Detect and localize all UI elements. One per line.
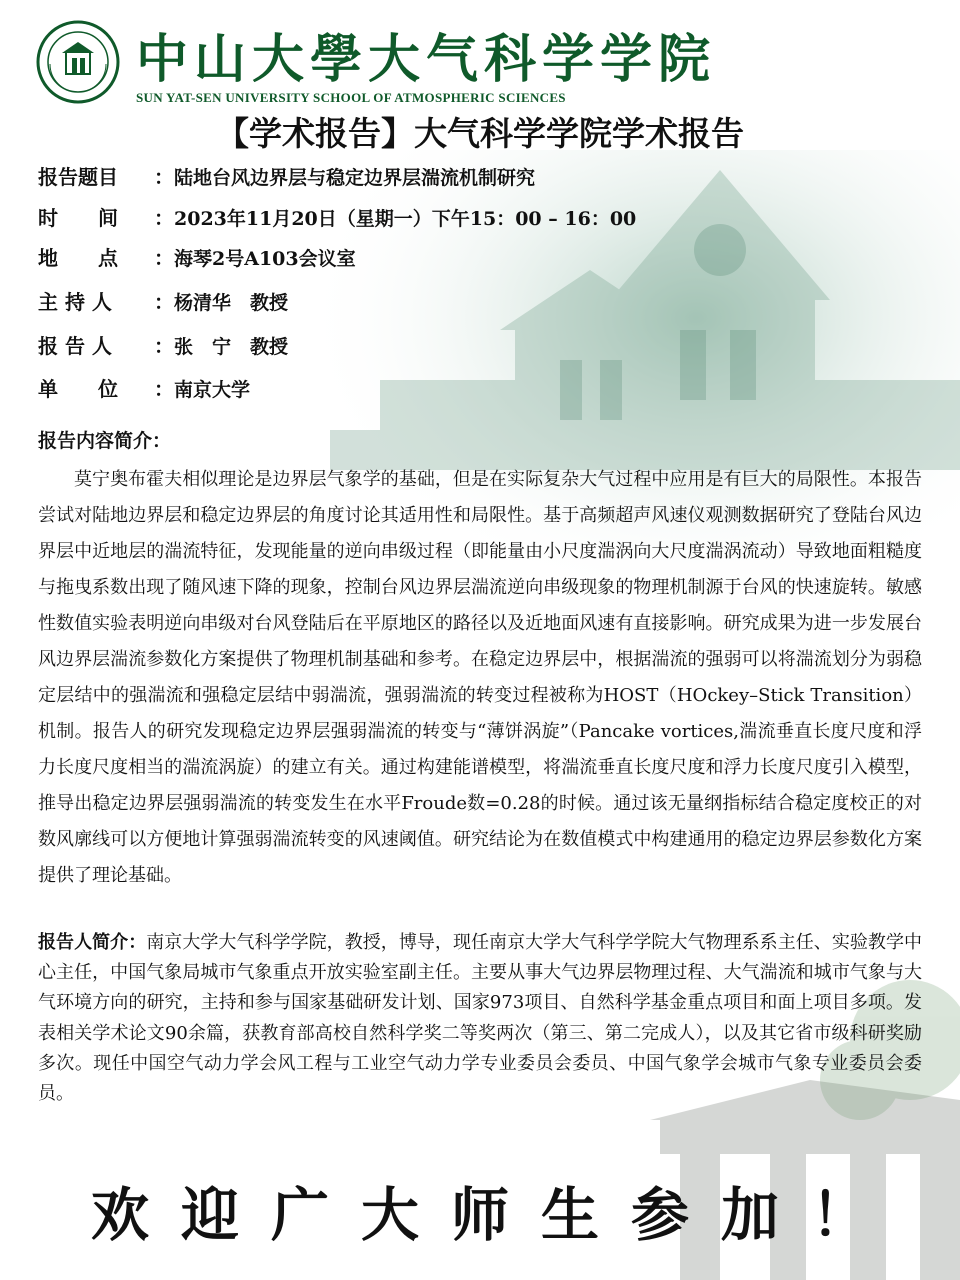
info-time: 时 间 ：2023年11月20日（星期一）下午15：00 – 16：00 — [38, 203, 636, 233]
unit-label: 单 位 — [38, 377, 118, 401]
info-host: 主 持 人 ：杨清华 教授 — [38, 287, 288, 317]
host-value: 杨清华 教授 — [174, 292, 289, 314]
bio-heading: 报告人简介： — [38, 932, 147, 953]
university-seal-icon — [36, 20, 120, 104]
topic-label: 报告题目 — [38, 165, 118, 189]
abstract-heading: 报告内容简介： — [38, 430, 172, 452]
place-value: 海琴2号A103会议室 — [174, 248, 356, 270]
unit-value: 南京大学 — [174, 379, 251, 401]
speaker-value: 张 宁 教授 — [174, 336, 289, 358]
bio-text: 南京大学大气科学学院，教授，博导，现任南京大学大气科学学院大气物理系系主任、实验教学中心主任，中国气象局城市气象重点开放实验室副主任。主要从事大气边界层物理过程、大气湍流和城市气象与大气环境方向的研究，主持和参与国家基础研发计划、国家973项目、自然科学基金重点项目和面上项目多项。发表相关学术论文90余篇，获教育部高校自然科学奖二等奖两次（第三、第二完成人），以及其它省市级科研奖励多次。现任中国空气动力学会风工程与工业空气动力学专业委员会委员、中国气象学会城市气象专业委员会委员。 — [38, 932, 922, 1105]
info-topic: 报告题目 ：陆地台风边界层与稳定边界层湍流机制研究 — [38, 162, 535, 192]
university-name-en: SUN YAT-SEN UNIVERSITY SCHOOL OF ATMOSPHERIC SCIENCES — [136, 90, 566, 105]
time-value: 2023年11月20日（星期一）下午15：00 – 16：00 — [174, 208, 637, 230]
info-unit: 单 位 ：南京大学 — [38, 374, 250, 404]
topic-value: 陆地台风边界层与稳定边界层湍流机制研究 — [174, 167, 536, 189]
place-label: 地 点 — [38, 246, 118, 270]
info-place: 地 点 ：海琴2号A103会议室 — [38, 243, 356, 273]
time-label: 时 间 — [38, 206, 118, 230]
page-title: 【学术报告】大气科学学院学术报告 — [216, 114, 744, 153]
host-label: 主 持 人 — [38, 290, 112, 314]
welcome-banner: 欢迎广大师生参加！ — [90, 1181, 901, 1249]
page-header — [36, 20, 936, 110]
university-name-cn: 中山大學大气科学学院 — [136, 29, 717, 90]
info-speaker: 报 告 人 ：张 宁 教授 — [38, 331, 288, 361]
abstract-text: 莫宁奥布霍夫相似理论是边界层气象学的基础，但是在实际复杂大气过程中应用是有巨大的局限性。本报告尝试对陆地边界层和稳定边界层的角度讨论其适用性和局限性。基于高频超声风速仪观测数据研究了登陆台风边界层中近地层的湍流特征，发现能量的逆向串级过程（即能量由小尺度湍涡向大尺度湍涡流动）导致地面粗糙度与拖曳系数出现了随风速下降的现象，控制台风边界层湍流逆向串级现象的物理机制源于台风的快速旋转。敏感性数值实验表明逆向串级对台风登陆后在平原地区的路径以及近地面风速有直接影响。研究成果为进一步发展台风边界层湍流参数化方案提供了物理机制基础和参考。在稳定边界层中，根据湍流的强弱可以将湍流划分为弱稳定层结中的强湍流和强稳定层结中弱湍流，强弱湍流的转变过程被称为HOST（HOckey–Stick Transition）机制。报告人的研究发现稳定边界层强弱湍流的转变与“薄饼涡旋”（Pancake vortices,湍流垂直长度尺度和浮力长度尺度相当的湍流涡旋）的建立有关。通过构建能谱模型，将湍流垂直长度尺度和浮力长度尺度引入模型，推导出稳定边界层强弱湍流的转变发生在水平Froude数=0.28的时候。通过该无量纲指标结合稳定度校正的对数风廓线可以方便地计算强弱湍流转变的风速阈值。研究结论为在数值模式中构建通用的稳定边界层参数化方案提供了理论基础。 — [38, 469, 922, 886]
speaker-bio — [38, 928, 922, 1109]
speaker-label: 报 告 人 — [38, 334, 112, 358]
